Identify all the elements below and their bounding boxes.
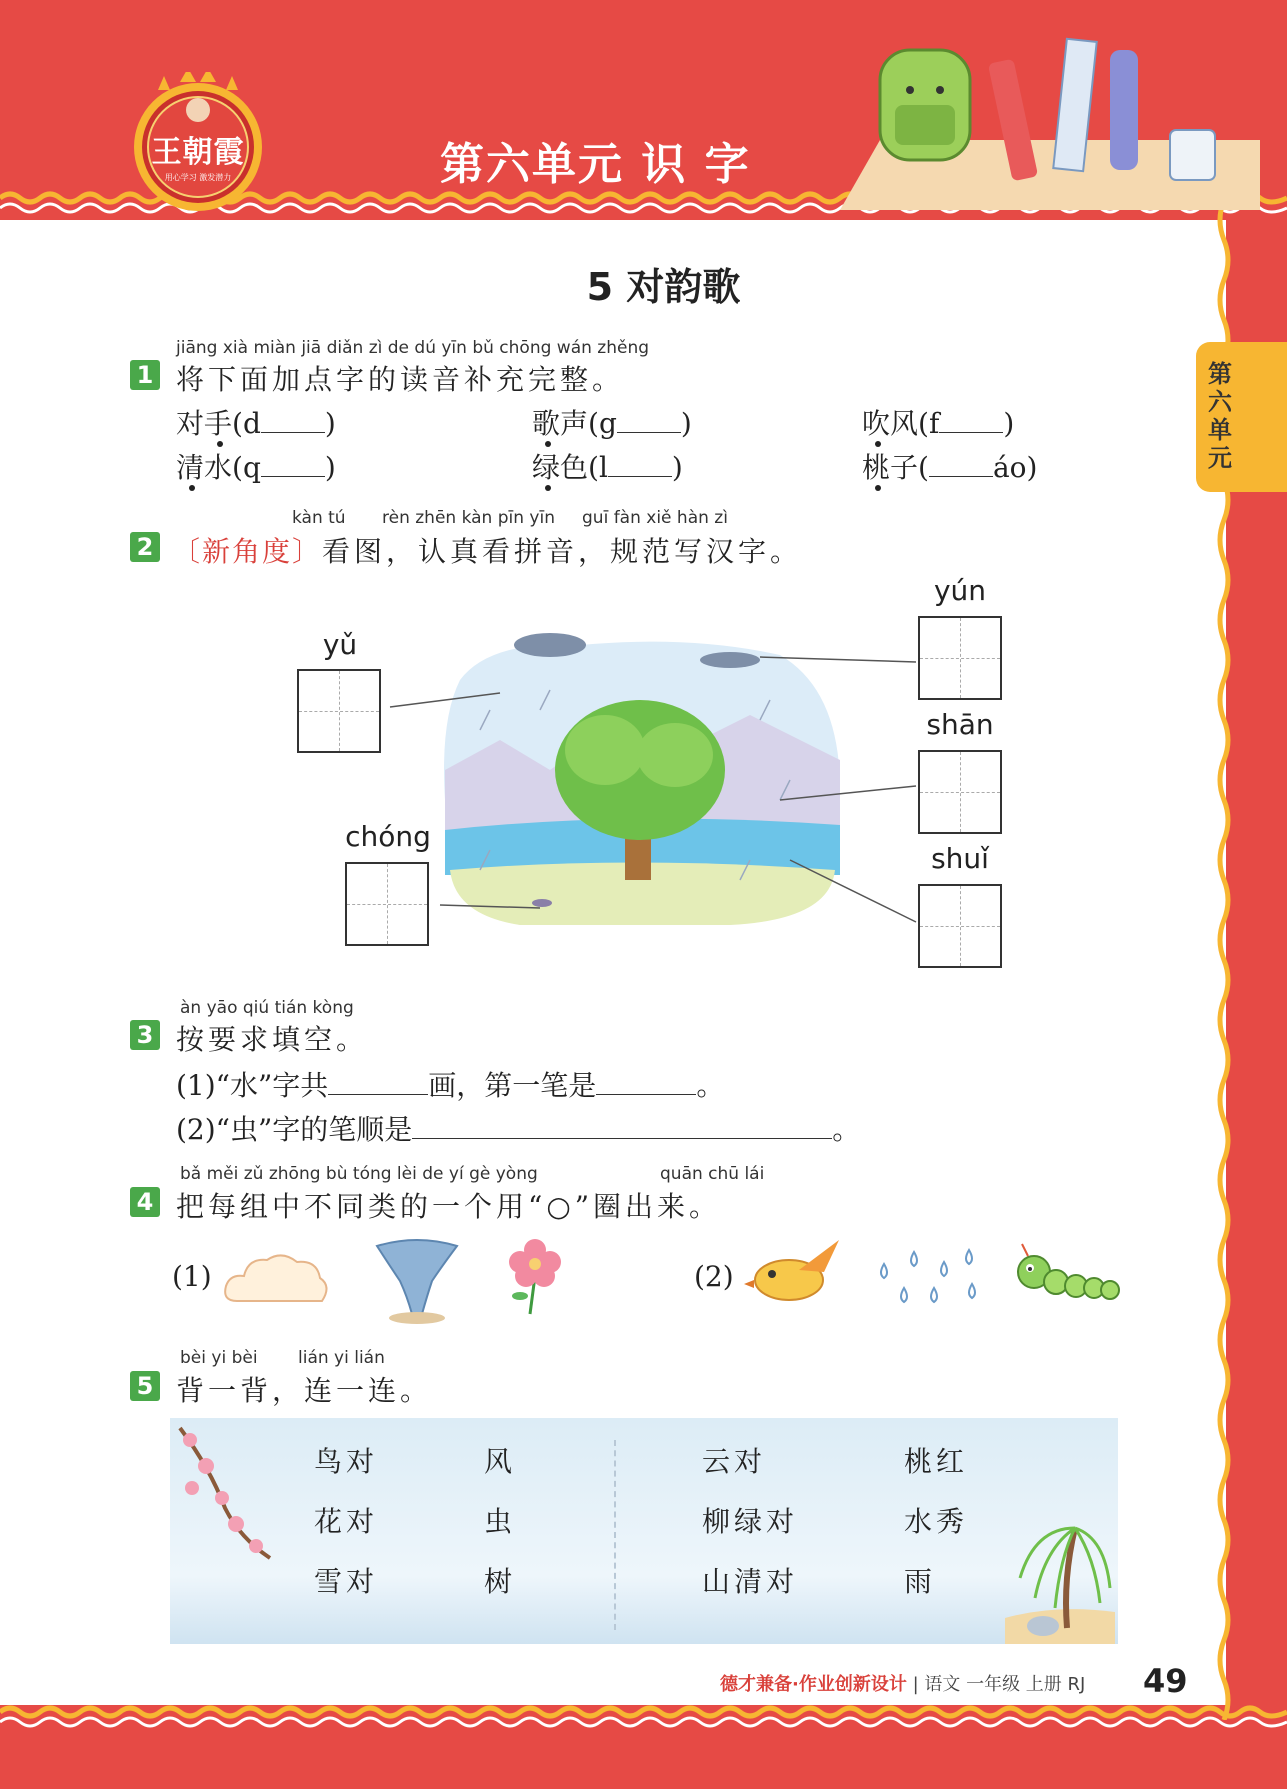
q5-instruction: 背一背，连一连。 [176, 1374, 433, 1407]
poem-right-phrase-1[interactable]: 云对 [702, 1445, 767, 1478]
q3-instruction: 按要求填空。 [176, 1023, 369, 1056]
poem-left-phrase-3[interactable]: 雪对 [314, 1565, 379, 1598]
q1-item-3: 吹风(f ) [862, 407, 1015, 440]
poem-left-answer-1[interactable]: 风 [484, 1445, 517, 1478]
q4-instruction: 把每组中不同类的一个用“○”圈出来。 [176, 1190, 722, 1223]
logo-subtitle: 用心学习 激发潜力 [164, 173, 232, 182]
footer-info [720, 1670, 1085, 1696]
page-number: 49 [1143, 1662, 1188, 1700]
poem-divider [614, 1440, 616, 1630]
answer-blank[interactable] [412, 1138, 832, 1139]
poem-left-answer-2[interactable]: 虫 [484, 1505, 517, 1538]
answer-blank[interactable] [328, 1094, 428, 1095]
q1-pinyin: jiāng xià miàn jiā diǎn zì de dú yīn bǔ chōng wán zhěng [176, 338, 650, 358]
unit-title: 第六单元 识 字 [440, 139, 751, 190]
q3-line-2: (2)“虫”字的笔顺是 。 [176, 1113, 861, 1146]
pinyin-label-yun: yún [933, 574, 987, 607]
q3-pinyin: àn yāo qiú tián kòng [180, 998, 354, 1018]
pinyin-label-yu: yǔ [322, 628, 358, 661]
logo-text: 王朝霞 [151, 135, 245, 170]
q2-pinyin-b: rèn zhēn kàn pīn yīn [382, 508, 555, 528]
new-angle-tag: 〔新角度〕 [172, 535, 323, 568]
q4-group-1-label: (1) [172, 1260, 212, 1293]
raindrops-picture[interactable] [874, 1244, 984, 1314]
tornado-picture[interactable] [372, 1236, 462, 1326]
q4-group-2-label: (2) [694, 1260, 734, 1293]
pinyin-label-shan: shān [926, 708, 994, 741]
poem-left-phrase-1[interactable]: 鸟对 [314, 1445, 379, 1478]
q1-item-5: 绿色(l ) [532, 451, 683, 484]
flower-picture[interactable] [500, 1236, 570, 1316]
bird-picture[interactable] [744, 1232, 844, 1312]
poem-left-phrase-2[interactable]: 花对 [314, 1505, 379, 1538]
q1-instruction: 将下面加点字的读音补充完整。 [176, 363, 625, 396]
q1-item-2: 歌声(g ) [532, 407, 692, 440]
willow-tree-picture [1005, 1508, 1115, 1644]
footer-book-info: | 语文 一年级 上册 RJ [912, 1674, 1086, 1695]
q4-number-badge: 4 [130, 1187, 160, 1217]
peach-blossom-branch-picture [170, 1418, 280, 1568]
poem-right-answer-3[interactable]: 雨 [904, 1565, 937, 1598]
q3-number-badge: 3 [130, 1020, 160, 1050]
unit-side-tab-label: 第六单元 [1208, 360, 1232, 472]
q2-number-badge: 2 [130, 532, 160, 562]
bottom-wave-border [0, 1698, 1287, 1738]
q4-pinyin-a: bǎ měi zǔ zhōng bù tóng lèi de yí gè yòng [180, 1164, 538, 1184]
lesson-title: 5 对韵歌 [586, 265, 741, 309]
answer-blank[interactable] [596, 1094, 696, 1095]
poem-right-phrase-3[interactable]: 山清对 [702, 1565, 799, 1598]
poem-right-phrase-2[interactable]: 柳绿对 [702, 1505, 799, 1538]
q3-line-1: (1)“水”字共 画，第一笔是 。 [176, 1069, 725, 1102]
poem-right-answer-1[interactable]: 桃红 [904, 1445, 969, 1478]
q2-instruction: 〔新角度〕看图，认真看拼音，规范写汉字。 [172, 535, 803, 568]
q4-pinyin-b: quān chū lái [660, 1164, 765, 1184]
footer-brand: 德才兼备·作业创新设计 [720, 1674, 907, 1695]
q5-pinyin-b: lián yi lián [298, 1348, 385, 1368]
poem-matching-area [170, 1418, 1118, 1644]
q1-item-4: 清水(q ) [176, 451, 336, 484]
cloud-picture[interactable] [222, 1246, 332, 1312]
q5-pinyin-a: bèi yi bèi [180, 1348, 258, 1368]
q2-pinyin-c: guī fàn xiě hàn zì [582, 508, 728, 528]
q1-item-1: 对手(d ) [176, 407, 336, 440]
caterpillar-picture[interactable] [1012, 1242, 1122, 1312]
q5-number-badge: 5 [130, 1371, 160, 1401]
poem-left-answer-3[interactable]: 树 [484, 1565, 517, 1598]
pinyin-label-shui: shuǐ [931, 842, 989, 875]
poem-right-answer-2[interactable]: 水秀 [904, 1505, 969, 1538]
q1-number-badge: 1 [130, 360, 160, 390]
q1-item-6: 桃子( áo) [862, 451, 1038, 484]
q2-pinyin-a: kàn tú [292, 508, 346, 528]
pinyin-label-chong: chóng [345, 820, 431, 853]
